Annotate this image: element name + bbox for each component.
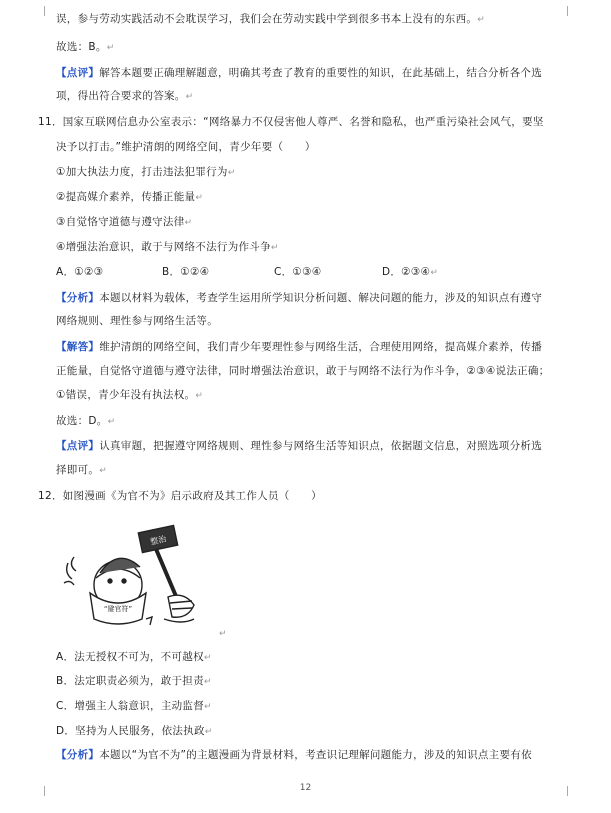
- answer-line: 【解答】维护清朗的网络空间，我们青少年要理性参与网络生活，合理使用网络，提高媒介素养，传播: [56, 341, 543, 353]
- question-12-stem: 12．如图漫画《为官不为》启示政府及其工作人员（ ）: [38, 490, 322, 502]
- text-line: 正能量，自觉恪守道德与遵守法律，同时增强法治意识，敢于与网络不法行为作斗争，②③④说法正确；: [56, 365, 550, 377]
- choice-a: A．①②③: [56, 266, 104, 278]
- text-line: ①错误，青少年没有执法权。↵: [56, 389, 204, 401]
- choice-a: A．法无授权不可为，不可越权↵: [56, 651, 212, 663]
- page-number: 12: [299, 783, 312, 793]
- choice-b: B．法定职责必须为，敢于担责↵: [56, 675, 212, 687]
- choice-d: D．②③④: [382, 266, 431, 278]
- text-line: 误，参与劳动实践活动不会耽误学习，我们会在劳动实践中学到很多书本上没有的东西。↵: [56, 13, 486, 25]
- paragraph-mark: ↵: [219, 629, 227, 639]
- cartoon-image: [60, 523, 235, 638]
- text-line: 故选：B。↵: [56, 41, 115, 53]
- question-11-stem: 11．国家互联网信息办公室表示：“网络暴力不仅侵害他人尊严、名誉和隐私，也严重污染社会风气，要坚: [38, 116, 544, 128]
- page-corner-mark: [557, 6, 568, 16]
- analysis-line: 【分析】本题以材料为载体，考查学生运用所学知识分析问题、解决问题的能力，涉及的知识点有遵守: [56, 292, 543, 304]
- analysis-line: 【分析】本题以“为官不为”的主题漫画为背景材料，考查识记理解问题能力，涉及的知识点主要有依: [56, 749, 532, 761]
- comment-tag: 【点评】: [56, 440, 100, 452]
- page-corner-mark: [44, 6, 55, 16]
- choice-b: B．①②④: [162, 266, 210, 278]
- choice-c: C．增强主人翁意识，主动监督↵: [56, 700, 212, 712]
- hammer-label: 整治: [149, 534, 168, 547]
- shield-label: “避官符”: [103, 605, 133, 613]
- analysis-tag: 【分析】: [56, 292, 100, 304]
- statement-2: ②提高媒介素养，传播正能量↵: [56, 191, 204, 203]
- comment-tag: 【点评】: [56, 67, 100, 79]
- statement-3: ③自觉恪守道德与遵守法律↵: [56, 216, 193, 228]
- text-line: 故选：D。↵: [56, 415, 116, 427]
- choice-c: C．①③④: [274, 266, 322, 278]
- statement-1: ①加大执法力度，打击违法犯罪行为↵: [56, 166, 236, 178]
- question-11-choices: A．①②③ B．①②④ C．①③④ D．②③④↵: [56, 266, 439, 278]
- comment-line: 【点评】认真审题，把握遵守网络规则、理性参与网络生活等知识点，依据题文信息，对照选项分析选: [56, 440, 543, 452]
- statement-4: ④增强法治意识，敢于与网络不法行为作斗争↵: [56, 241, 279, 253]
- answer-tag: 【解答】: [56, 341, 100, 353]
- text-line: 项，得出符合要求的答案。↵: [56, 90, 194, 102]
- text-line: 网络规则、理性参与网络生活等。: [56, 315, 218, 327]
- analysis-tag: 【分析】: [56, 749, 100, 761]
- comment-line: 【点评】解答本题要正确理解题意，明确其考查了教育的重要性的知识，在此基础上，结合分析各个选: [56, 67, 543, 79]
- question-11-stem: 决予以打击。”维护清朗的网络空间，青少年要（ ）: [56, 141, 316, 153]
- choice-d: D．坚持为人民服务，依法执政↵: [56, 725, 213, 737]
- text-line: 择即可。↵: [56, 464, 108, 476]
